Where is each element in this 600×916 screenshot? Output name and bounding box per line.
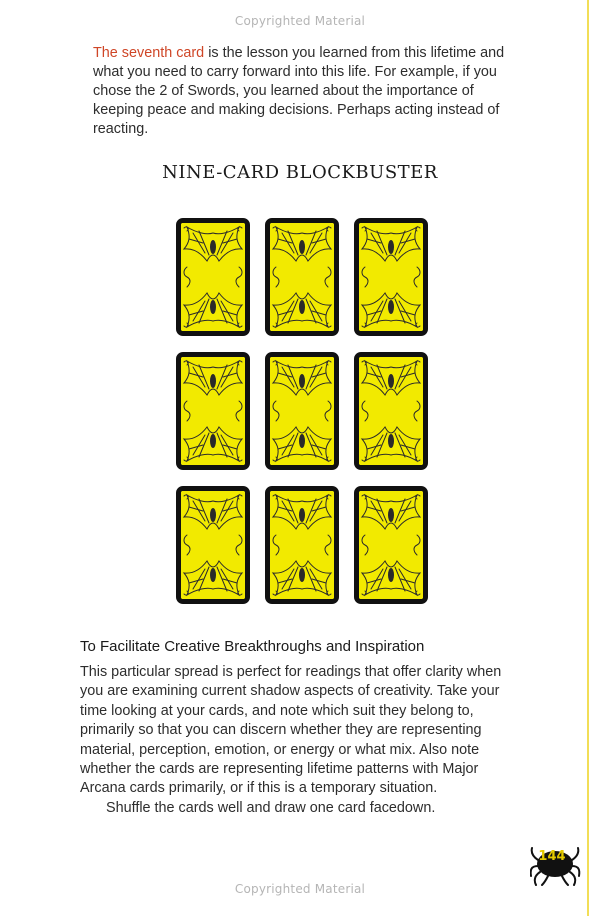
spread-card-6 xyxy=(354,352,428,470)
spread-card-7 xyxy=(176,486,250,604)
watermark-top: Copyrighted Material xyxy=(234,14,366,28)
spread-card-3 xyxy=(354,218,428,336)
spread-card-5 xyxy=(265,352,339,470)
spread-card-4 xyxy=(176,352,250,470)
intro-highlight: The seventh card xyxy=(93,45,205,61)
watermark-bottom: Copyrighted Material xyxy=(234,882,366,896)
section-heading: To Facilitate Creative Breakthroughs and Inspiration xyxy=(80,638,425,655)
page-number: 144 xyxy=(538,849,566,864)
spread-card-2 xyxy=(265,218,339,336)
section-body xyxy=(80,663,520,818)
section-paragraph-1: This particular spread is perfect for readings that offer clarity when you are examining current shadow aspects of creativity. Take your time looking at your cards, and note which suit they belong to, primarily so that you can discern whether they are representing material, perception, emotion, or energy or what mix. Also note whether the cards are representing lifetime patterns with Major Arcana cards primarily, or if this is a temporary situation. xyxy=(80,664,502,797)
spread-card-9 xyxy=(354,486,428,604)
spread-card-8 xyxy=(265,486,339,604)
section-paragraph-2: Shuffle the cards well and draw one card facedown. xyxy=(106,799,436,816)
intro-paragraph xyxy=(93,44,508,139)
intro-text: is the lesson you learned from this lifetime and what you need to carry forward into this life. For example, if you chose the 2 of Swords, you learned about the importance of keeping peace and making decisions. Perhaps acting instead of reacting. xyxy=(93,45,505,137)
page-edge-line xyxy=(587,0,589,916)
spread-card-1 xyxy=(176,218,250,336)
spread-title: NINE-CARD BLOCKBUSTER xyxy=(162,162,438,183)
